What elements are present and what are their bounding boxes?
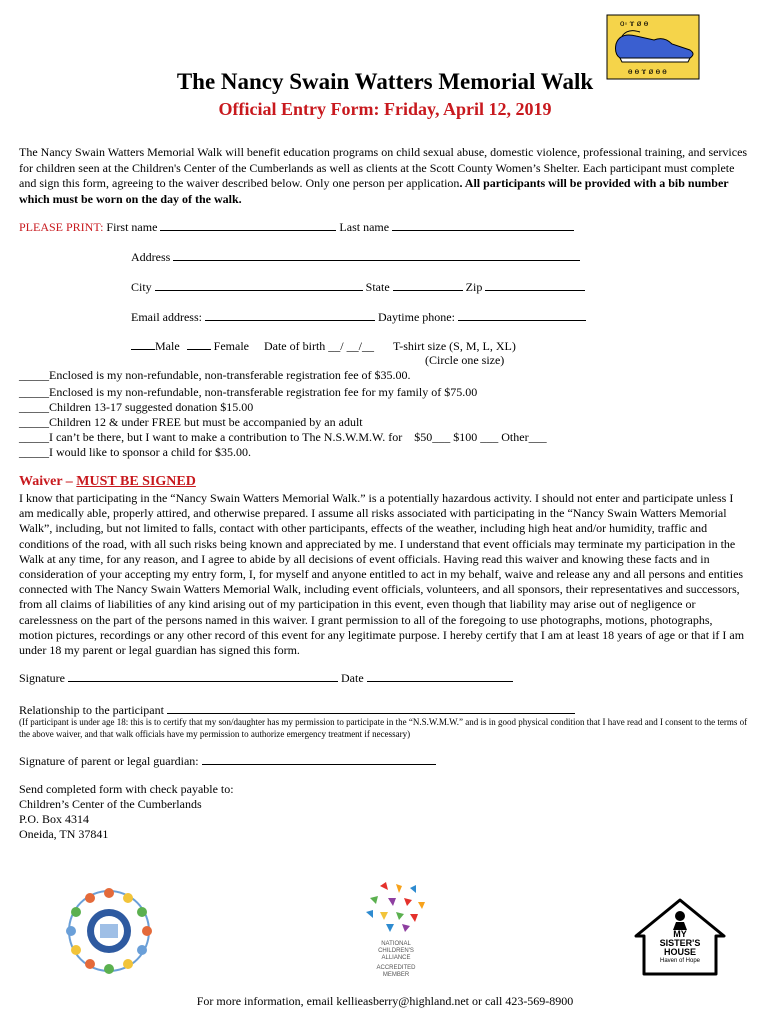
msh-text: SISTER'S xyxy=(659,938,701,948)
last-name-label: Last name xyxy=(339,220,390,234)
option-label: Enclosed is my non-refundable, non-transferable registration fee of $35.00. xyxy=(49,368,411,382)
page-subtitle: Official Entry Form: Friday, April 12, 2019 xyxy=(218,99,552,119)
mailing-line: P.O. Box 4314 xyxy=(19,812,90,826)
signature-field[interactable] xyxy=(68,670,338,682)
waiver-heading-text: Waiver – xyxy=(19,474,77,489)
circle-one-label: (Circle one size) xyxy=(425,353,505,367)
city-field[interactable] xyxy=(155,279,363,291)
name-row xyxy=(19,219,574,235)
minor-consent-note: (If participant is under age 18: this is to certify that my son/daughter has my permission to participate in the “N.S.W.M.W.” and is in good physical condition that I have read and I consent to the terms of the above waiver, and that walk officials have my permission to authorize emergency treatment if necessary) xyxy=(19,717,748,739)
option-blank: _____ xyxy=(19,430,49,444)
option-blank: _____ xyxy=(19,400,49,414)
city-row xyxy=(131,279,585,295)
nca-text: ACCREDITED xyxy=(376,965,416,971)
nca-text: NATIONAL xyxy=(381,941,411,947)
address-row xyxy=(131,249,580,265)
option-label: I would like to sponsor a child for $35.00. xyxy=(49,445,251,459)
option-blank: _____ xyxy=(19,385,49,399)
page-title: The Nancy Swain Watters Memorial Walk xyxy=(176,69,594,94)
relationship-field[interactable] xyxy=(167,702,575,714)
relationship-label: Relationship to the participant xyxy=(19,703,164,717)
nca-text: CHILDREN'S xyxy=(378,948,414,954)
option-row[interactable] xyxy=(19,385,477,400)
msh-text: MY xyxy=(673,929,687,939)
dob-label: Date of birth __/ __/__ xyxy=(263,339,374,353)
option-row[interactable] xyxy=(19,415,363,430)
option-row[interactable] xyxy=(19,430,547,445)
svg-text:ɵ ɵ ɤ ø ɵ ɵ: ɵ ɵ ɤ ø ɵ ɵ xyxy=(628,67,667,76)
intro-text: The Nancy Swain Watters Memorial Walk will benefit education programs on child sexual abuse, domestic violence, professional training, and services for children seen at the Children's Center of the Cumberlands as well as clients at the Scott County Women’s Shelter. Each participant must complete and sign this form, agreeing to the waiver described below. Only one person per application xyxy=(19,145,748,191)
signature-label: Signature xyxy=(19,671,65,685)
option-label: Children 12 & under FREE but must be accompanied by an adult xyxy=(49,415,363,429)
last-name-field[interactable] xyxy=(392,219,574,231)
mailing-line: Send completed form with check payable to: xyxy=(19,782,234,796)
first-name-label: First name xyxy=(106,220,158,234)
male-label: Male xyxy=(155,339,180,353)
guardian-row xyxy=(19,753,436,769)
nca-text: MEMBER xyxy=(382,972,410,978)
state-label: State xyxy=(365,280,390,294)
intro-bold-text: . All participants will be provided with a bib number which must be worn on the day of the walk. xyxy=(19,176,729,206)
female-label: Female xyxy=(213,339,249,353)
childrens-center-logo xyxy=(62,884,156,978)
daytime-phone-label: Daytime phone: xyxy=(377,310,455,324)
option-row[interactable] xyxy=(19,445,251,460)
mailing-line: Oneida, TN 37841 xyxy=(19,827,109,841)
national-childrens-alliance-logo xyxy=(360,880,432,980)
my-sisters-house-logo xyxy=(632,896,728,978)
footer-contact: For more information, email kellieasberry@highland.net or call 423-569-8900 xyxy=(196,994,574,1008)
option-label: Enclosed is my non-refundable, non-transferable registration fee for my family of $75.00 xyxy=(49,385,478,399)
female-blank[interactable] xyxy=(187,338,211,350)
intro-paragraph xyxy=(19,145,749,207)
guardian-label: Signature of parent or legal guardian: xyxy=(19,754,199,768)
state-field[interactable] xyxy=(393,279,463,291)
msh-text: HOUSE xyxy=(663,947,696,957)
please-print-label: PLEASE PRINT: xyxy=(19,220,104,234)
signature-row xyxy=(19,670,513,686)
address-label: Address xyxy=(131,250,171,264)
svg-text:o◦ ɤ ø ɵ: o◦ ɤ ø ɵ xyxy=(620,19,649,28)
date-field[interactable] xyxy=(367,670,513,682)
mailing-line: Children’s Center of the Cumberlands xyxy=(19,797,202,811)
guardian-signature-field[interactable] xyxy=(202,753,436,765)
tshirt-label: T-shirt size (S, M, L, XL) xyxy=(392,339,516,353)
gender-row xyxy=(131,338,516,354)
address-field[interactable] xyxy=(173,249,580,261)
email-label: Email address: xyxy=(131,310,202,324)
male-blank[interactable] xyxy=(131,338,155,350)
option-blank: _____ xyxy=(19,415,49,429)
waiver-text: I know that participating in the “Nancy Swain Watters Memorial Walk.” is a potentially hazardous activity. I should not enter and participate unless I am medically able, properly attired, and otherwise prepared. I assume all risks associated with participating in the “Nancy Swain Watters Memorial Walk”, including, but not limited to falls, contact with other participants, effects of the weather, including high heat and/or humidity, traffic and conditions of the road, with all such risks being known and appreciated by me. I understand that event officials may terminate my participation in the Walk at any time, for any reason, and I agree to abide by all decisions of event officials. Having read this waiver and knowing these facts and in consideration of your accepting my entry form, I, for myself and anyone entitled to act in my behalf, waive and release any and all persons and entities connected with The Nancy Swain Watters Memorial Walk, including event officials, volunteers, and all sponsors, their representatives and successors, from all claims of liabilities of any kind arising out of my participation in this event, even though that liability may arise out of negligence or carelessness on the part of the persons named in this waiver. I grant permission to all of the foregoing to use photographs, motions, photographs, motion pictures, recordings or any other record of this event for any legitimate purpose. I hereby certify that I am at least 18 years of age or that if I am under 18 my parent or legal guardian has signed this form. xyxy=(19,491,745,658)
option-label: I can’t be there, but I want to make a contribution to The N.S.W.M.W. for $50___ $100 ___ Other___ xyxy=(49,430,547,444)
option-blank: _____ xyxy=(19,445,49,459)
first-name-field[interactable] xyxy=(160,219,336,231)
option-blank: _____ xyxy=(19,368,49,382)
zip-label: Zip xyxy=(465,280,483,294)
msh-text: Haven of Hope xyxy=(659,958,701,964)
waiver-must-sign: MUST BE SIGNED xyxy=(76,474,196,489)
nca-text: ALLIANCE xyxy=(381,955,411,961)
option-row[interactable] xyxy=(19,368,411,383)
city-label: City xyxy=(131,280,152,294)
email-field[interactable] xyxy=(205,309,375,321)
option-label: Children 13-17 suggested donation $15.00 xyxy=(49,400,254,414)
waiver-heading xyxy=(19,474,196,490)
date-label: Date xyxy=(341,671,364,685)
option-row[interactable] xyxy=(19,400,253,415)
daytime-phone-field[interactable] xyxy=(458,309,586,321)
zip-field[interactable] xyxy=(485,279,585,291)
email-row xyxy=(131,309,586,325)
